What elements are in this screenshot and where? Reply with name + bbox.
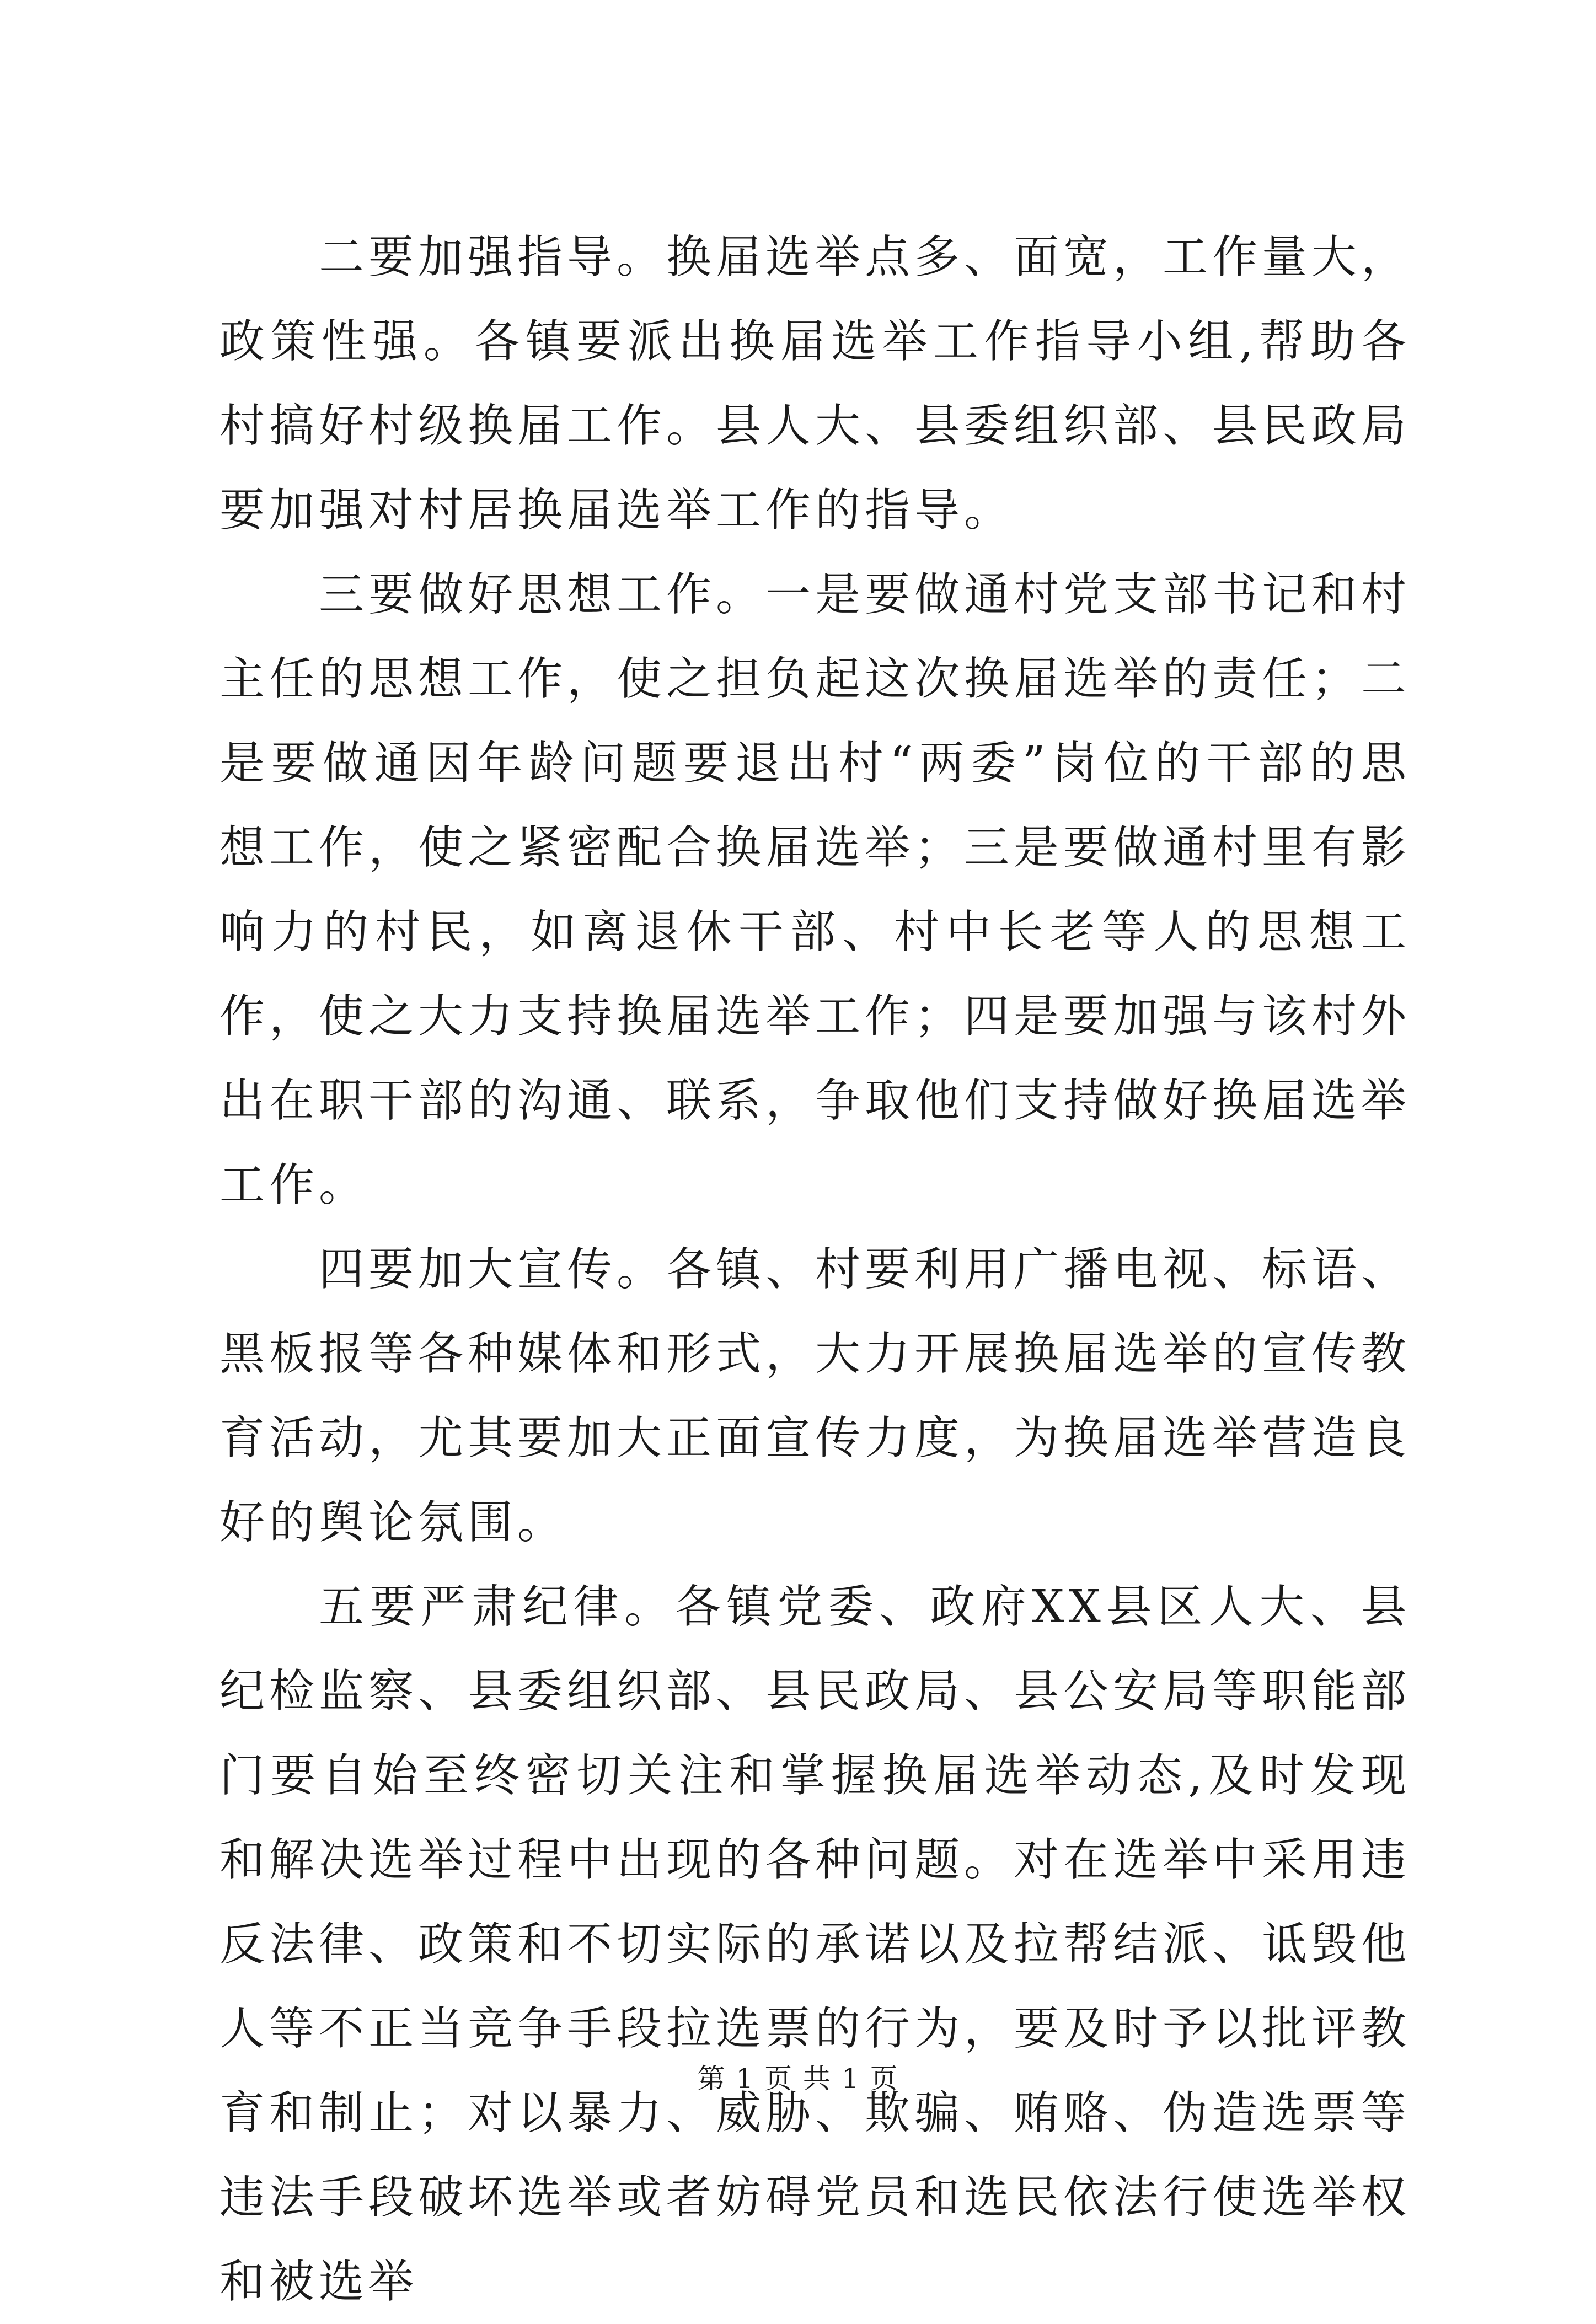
paragraph-publicity: 四要加大宣传。各镇、村要利用广播电视、标语、黑板报等各种媒体和形式，大力开展换届选举的宣传教育活动，尤其要加大正面宣传力度，为换届选举营造良好的舆论氛围。 bbox=[219, 1243, 1411, 1549]
paragraph-discipline: 五要严肃纪律。各镇党委、政府XX县区人大、县纪检监察、县委组织部、县民政局、县公安局等职能部门要自始至终密切关注和掌握换届选举动态,及时发现和解决选举过程中出现的各种问题。对在选举中采用违反法律、政策和不切实际的承诺以及拉帮结派、诋毁他人等不正当竞争手段拉选票的行为，要及时予以批评教育和制止；对以暴力、威胁、欺骗、贿赂、伪造选票等违法手段破坏选举或者妨碍党员和选民依法行使选举权和被选举 bbox=[219, 1581, 1411, 2308]
page-number-footer: 第 1 页 共 1 页 bbox=[697, 2063, 899, 2095]
paragraph-guidance: 二要加强指导。换届选举点多、面宽，工作量大，政策性强。各镇要派出换届选举工作指导小组,帮助各村搞好村级换届工作。县人大、县委组织部、县民政局要加强对村居换届选举工作的指导。 bbox=[219, 231, 1411, 536]
paragraph-ideological-work: 三要做好思想工作。一是要做通村党支部书记和村主任的思想工作，使之担负起这次换届选举的责任；二是要做通因年龄问题要退出村“两委”岗位的干部的思想工作，使之紧密配合换届选举；三是要做通村里有影响力的村民，如离退休干部、村中长老等人的思想工作，使之大力支持换届选举工作；四是要加强与该村外出在职干部的沟通、联系，争取他们支持做好换届选举工作。 bbox=[219, 568, 1411, 1211]
document-body bbox=[219, 215, 1411, 2324]
